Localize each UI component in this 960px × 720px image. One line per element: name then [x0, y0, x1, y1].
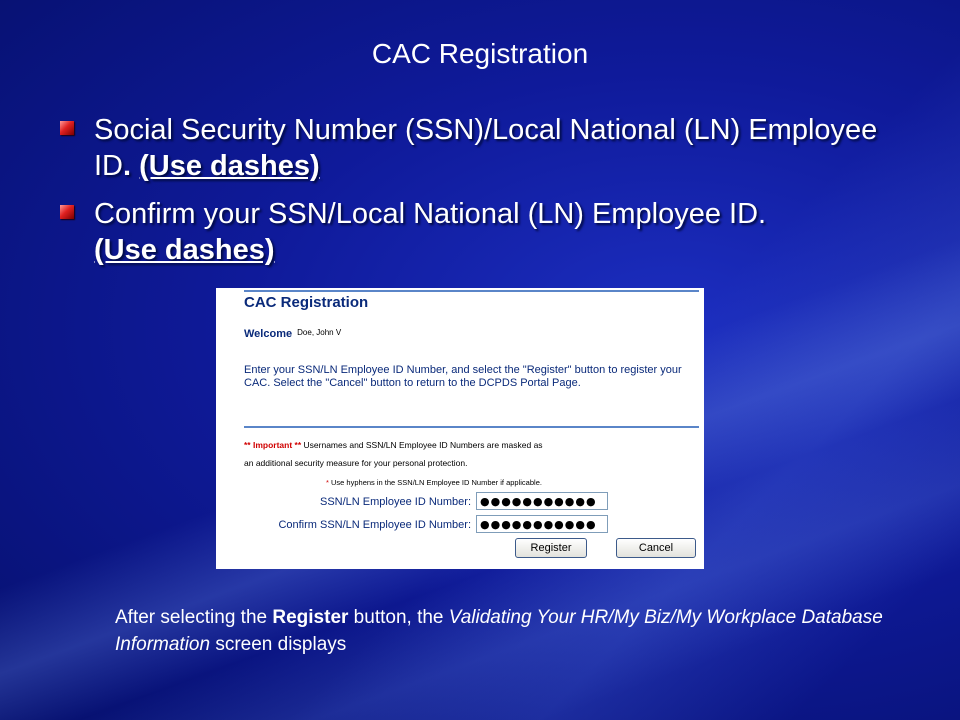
confirm-ssn-label: Confirm SSN/LN Employee ID Number: [278, 519, 471, 531]
form-title: CAC Registration [244, 294, 369, 311]
caption [115, 604, 895, 658]
ssn-input[interactable]: ●●●●●●●●●●● [476, 492, 608, 510]
hint-text: Use hyphens in the SSN/LN Employee ID Number if applicable. [328, 478, 542, 487]
required-star: * [326, 478, 329, 487]
caption-part3: screen displays [210, 634, 347, 655]
caption-italic: Validating Your HR/My Biz/My Workplace Database Information [115, 607, 883, 655]
user-name: Doe, John V [297, 328, 342, 337]
bullet-square-icon [60, 205, 74, 219]
important-label: ** Important ** [244, 440, 302, 450]
bullet-period: . [123, 150, 132, 182]
cancel-button[interactable]: Cancel [616, 538, 696, 558]
divider [244, 290, 699, 292]
ssn-row [244, 492, 699, 514]
bullet-emphasis: (Use dashes) [139, 150, 320, 182]
ssn-label: SSN/LN Employee ID Number: [320, 496, 471, 508]
bullet-ssn [60, 112, 920, 184]
important-notice [244, 436, 699, 472]
register-button[interactable]: Register [515, 538, 587, 558]
registration-form-screenshot [216, 288, 704, 569]
important-text: Usernames and SSN/LN Employee ID Numbers are masked as [301, 440, 543, 450]
caption-part2: button, the [348, 607, 449, 628]
slide-title: CAC Registration [371, 38, 589, 69]
welcome-label: Welcome [244, 328, 293, 340]
bullet-text: Social Security Number (SSN)/Local National (LN) Employee ID [94, 114, 878, 182]
confirm-ssn-input[interactable]: ●●●●●●●●●●● [476, 515, 608, 533]
confirm-ssn-row [244, 515, 699, 537]
welcome-line [244, 328, 341, 340]
bullet-confirm-ssn [60, 196, 920, 268]
bullet-list [60, 112, 920, 280]
divider [244, 426, 699, 428]
bullet-square-icon [60, 121, 74, 135]
hyphen-hint [326, 478, 542, 487]
caption-part1: After selecting the [115, 607, 273, 628]
bullet-emphasis: (Use dashes) [94, 234, 275, 266]
instructions-text: Enter your SSN/LN Employee ID Number, and select the "Register" button to register your CAC. Select the "Cancel" button to return to the DCPDS Portal Page. [244, 364, 682, 389]
caption-bold: Register [272, 607, 349, 628]
bullet-text: Confirm your SSN/Local National (LN) Employee ID. [94, 198, 767, 230]
important-text-line2: an additional security measure for your personal protection. [244, 458, 468, 468]
